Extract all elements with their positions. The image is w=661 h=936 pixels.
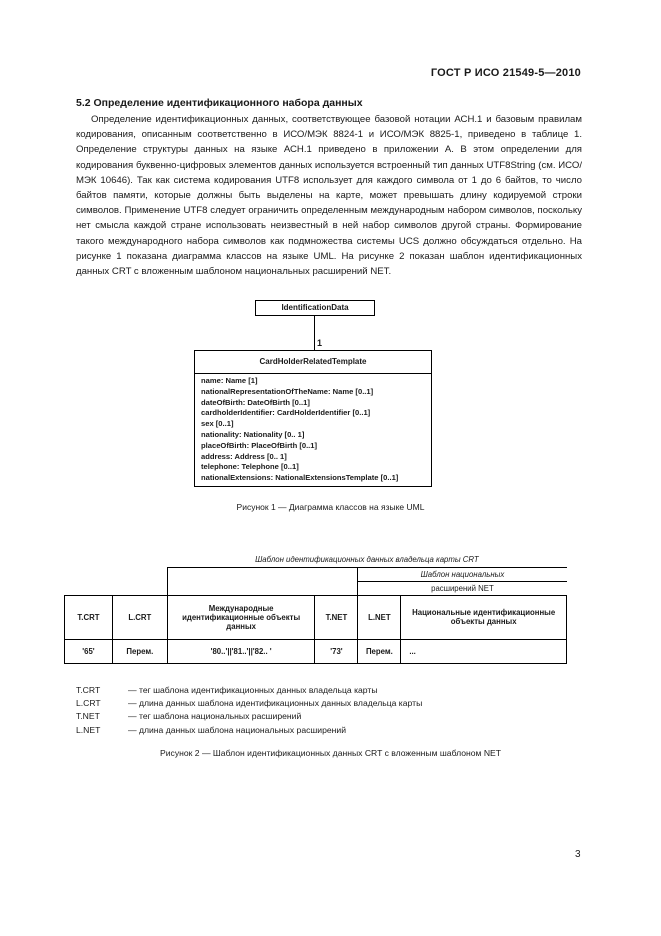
value-t-crt: '65': [65, 639, 113, 663]
legend-text: — тег шаблона идентификационных данных владельца карты: [128, 685, 378, 695]
figure-1-caption: Рисунок 1 — Диаграмма классов на языке UML: [236, 502, 425, 512]
legend-row: [76, 724, 422, 737]
figure-2-caption: Рисунок 2 — Шаблон идентификационных данных CRT с вложенным шаблоном NET: [159, 748, 502, 758]
uml-attribute: sex [0..1]: [201, 419, 234, 429]
header-intl-objects: Международные идентификационные объекты данных: [167, 595, 315, 639]
uml-attribute: telephone: Telephone [0..1]: [201, 462, 299, 472]
uml-attribute: nationalRepresentationOfTheName: Name [0..1]: [201, 386, 374, 396]
crt-label: Шаблон идентификационных данных владельца карты CRT: [167, 553, 566, 567]
paragraph-text: Определение идентификационных данных, соответствующее базовой нотации АСН.1 и базовым правилам кодирования, описанным соответственно в ИСО/МЭК 8824-1 и ИСО/МЭК 8825-1, приведено в таблице 1. Определение структуры данных на языке АСН.1 приведено в приложении А. В этом определении для кодирования буквенно-цифровых элементов данных используется встроенный тип данных UTF8String (см. ИСО/МЭК 10646). Так как система кодирования UTF8 использует для каждого символа от 1 до 6 байтов, то число байтов памяти, которые должны быть выделены на карте, может превышать длину кодируемой строки символов. Применение UTF8 следует ограничить определенным международным набором символов, поскольку нет смысла каждой стране использовать неизвестный в ней набор символов другой страны. Формирование такого международного набора символов как подмножества системы UCS должно обсуждаться отдельно. На рисунке 1 показана диаграмма классов на языке UML. На рисунке 2 показан шаблон идентификационных данных CRT с вложенным шаблоном национальных расширений NET.: [76, 114, 582, 278]
page-number: 3: [575, 849, 581, 860]
uml-class-identification-data: IdentificationData: [255, 300, 375, 316]
value-intl-objects: '80..'||'81..'||'82.. ': [167, 639, 315, 663]
body-paragraph: [76, 112, 582, 279]
legend-row: [76, 697, 422, 710]
header-t-net: T.NET: [315, 595, 358, 639]
legend-text: — длина данных шаблона идентификационных данных владельца карты: [128, 698, 423, 709]
uml-attribute: dateOfBirth: DateOfBirth [0..1]: [201, 397, 310, 407]
value-l-net: Перем.: [358, 639, 401, 663]
uml-attribute: placeOfBirth: PlaceOfBirth [0..1]: [201, 440, 318, 450]
legend-row: [76, 684, 422, 697]
uml-attribute: address: Address [0.. 1]: [201, 451, 287, 461]
legend-text: — тег шаблона национальных расширений: [128, 711, 302, 722]
header-l-net: L.NET: [358, 595, 401, 639]
uml-class-name: CardHolderRelatedTemplate: [195, 351, 431, 374]
header-national-objects: Национальные идентификационные объекты данных: [401, 595, 567, 639]
crt-template-table: [64, 553, 567, 664]
uml-attribute-list: [195, 374, 431, 486]
legend-row: [76, 710, 422, 723]
legend-abbr: T.NET: [76, 711, 100, 722]
uml-attribute: nationality: Nationality [0.. 1]: [201, 429, 305, 439]
uml-attribute: name: Name [1]: [201, 376, 258, 385]
legend-text: — длина данных шаблона национальных расширений: [128, 724, 346, 735]
legend-abbr: L.NET: [76, 724, 101, 735]
uml-attribute: nationalExtensions: NationalExtensionsTemplate [0..1]: [201, 473, 399, 483]
uml-association-line: [314, 315, 315, 352]
uml-multiplicity: 1: [317, 338, 323, 348]
net-label-line2: расширений NET: [358, 581, 567, 595]
legend-abbr: T.CRT: [76, 685, 101, 695]
uml-class-cardholder-template: [194, 350, 432, 487]
section-title: 5.2 Определение идентификационного набора данных: [76, 97, 363, 109]
value-national-objects: ...: [401, 639, 567, 663]
value-t-net: '73': [315, 639, 358, 663]
document-header: ГОСТ Р ИСО 21549-5—2010: [430, 67, 581, 79]
header-l-crt: L.CRT: [112, 595, 167, 639]
value-l-crt: Перем.: [112, 639, 167, 663]
legend-abbr: L.CRT: [76, 698, 101, 709]
uml-attribute: cardholderIdentifier: CardHolderIdentifier [0..1]: [201, 408, 371, 418]
header-t-crt: T.CRT: [65, 595, 113, 639]
abbreviation-legend: [76, 684, 422, 737]
net-label-line1: Шаблон национальных: [358, 567, 567, 581]
